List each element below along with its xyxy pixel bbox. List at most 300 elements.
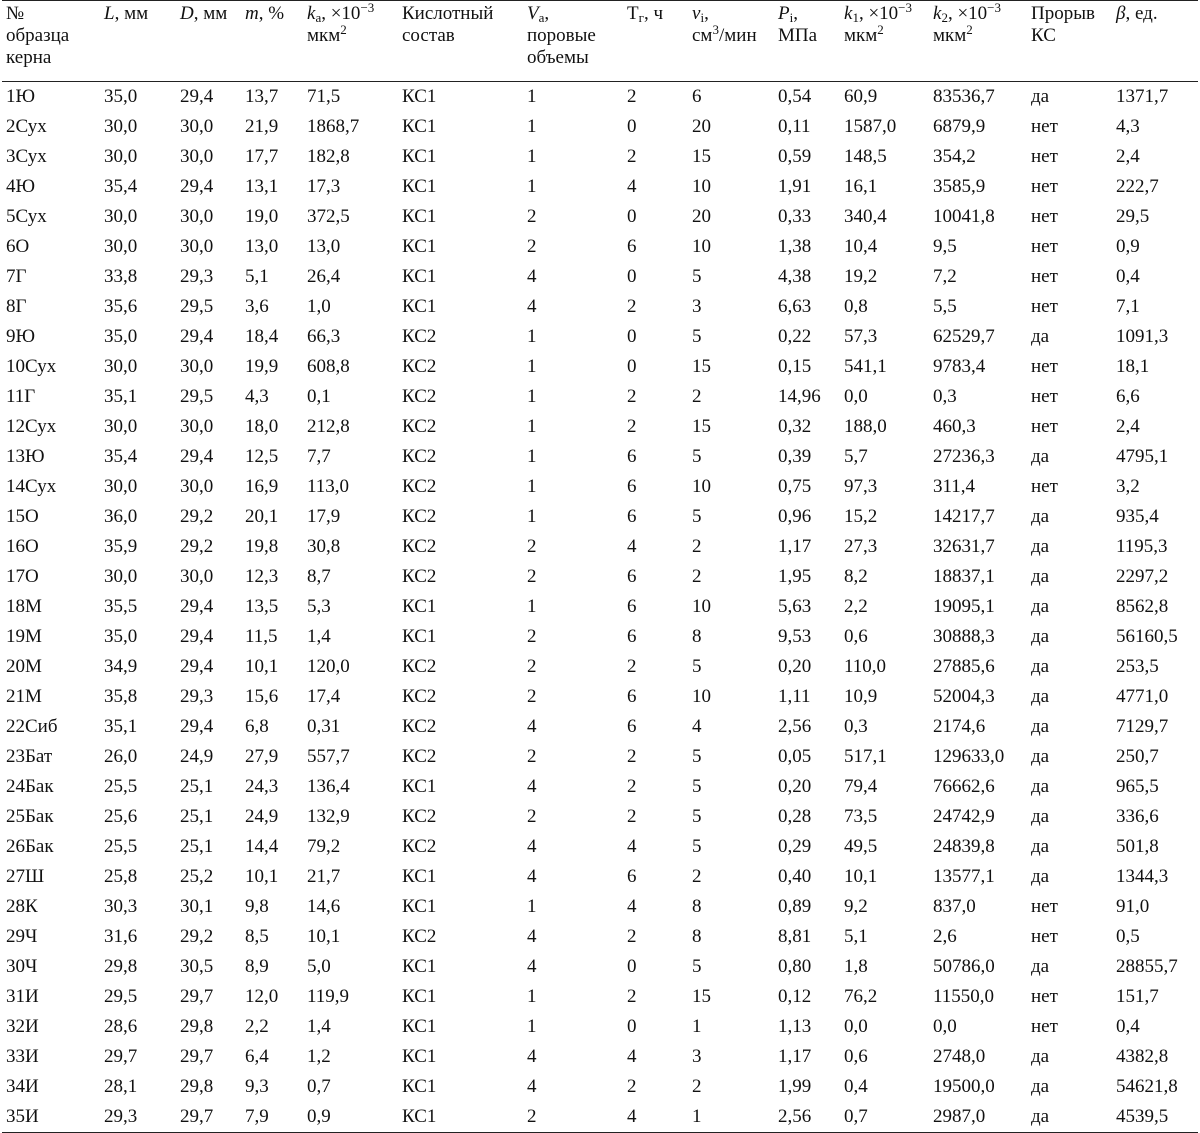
cell-porosity: 27,9: [245, 746, 279, 767]
cell-sample-id: 31И: [6, 986, 39, 1007]
cell-vi: 1: [692, 1106, 702, 1127]
cell-pi: 0,12: [778, 986, 812, 1007]
cell-sample-id: 17О: [6, 566, 39, 587]
table-row: [2, 142, 1198, 172]
cell-ka: 5,0: [307, 956, 331, 977]
cell-vi: 8: [692, 896, 702, 917]
cell-ka: 212,8: [307, 416, 350, 437]
cell-diameter: 29,4: [180, 626, 214, 647]
cell-pi: 0,40: [778, 866, 812, 887]
cell-sample-id: 10Сух: [6, 356, 57, 377]
cell-k1: 10,4: [844, 236, 878, 257]
cell-beta: 1091,3: [1116, 326, 1169, 347]
cell-sample-id: 16О: [6, 536, 39, 557]
cell-va: 2: [527, 656, 537, 677]
cell-va: 1: [527, 596, 537, 617]
cell-sample-id: 25Бак: [6, 806, 54, 827]
cell-tr: 2: [627, 986, 637, 1007]
cell-length: 33,8: [104, 266, 138, 287]
table-row: [2, 862, 1198, 892]
cell-ka: 119,9: [307, 986, 350, 1007]
cell-breakthrough: нет: [1031, 266, 1058, 287]
cell-pi: 0,54: [778, 86, 812, 107]
cell-k1: 27,3: [844, 536, 878, 557]
cell-pi: 1,95: [778, 566, 812, 587]
cell-length: 25,5: [104, 836, 138, 857]
cell-ka: 132,9: [307, 806, 350, 827]
table-row: [2, 262, 1198, 292]
cell-ka: 10,1: [307, 926, 341, 947]
core-samples-table: [2, 0, 1198, 1133]
cell-porosity: 13,1: [245, 176, 279, 197]
cell-tr: 6: [627, 716, 637, 737]
cell-k2: 2748,0: [933, 1046, 986, 1067]
cell-k2: 76662,6: [933, 776, 995, 797]
cell-k2: 83536,7: [933, 86, 995, 107]
cell-sample-id: 8Г: [6, 296, 27, 317]
cell-tr: 0: [627, 116, 637, 137]
cell-length: 34,9: [104, 656, 138, 677]
cell-acid-composition: КС2: [402, 506, 437, 527]
cell-tr: 6: [627, 236, 637, 257]
cell-tr: 2: [627, 656, 637, 677]
cell-beta: 336,6: [1116, 806, 1159, 827]
cell-tr: 4: [627, 896, 637, 917]
cell-beta: 18,1: [1116, 356, 1150, 377]
cell-k2: 460,3: [933, 416, 976, 437]
cell-acid-composition: КС1: [402, 116, 437, 137]
cell-va: 1: [527, 86, 537, 107]
header-k1: $k_1$, $\times 10^{-3}$ мкм$^2$: [844, 0, 912, 46]
cell-k1: 0,7: [844, 1106, 868, 1127]
cell-pi: 0,80: [778, 956, 812, 977]
cell-beta: 3,2: [1116, 476, 1140, 497]
cell-breakthrough: да: [1031, 536, 1050, 557]
cell-diameter: 29,2: [180, 536, 214, 557]
cell-length: 28,6: [104, 1016, 138, 1037]
cell-sample-id: 34И: [6, 1076, 39, 1097]
cell-porosity: 18,0: [245, 416, 279, 437]
cell-va: 2: [527, 746, 537, 767]
cell-breakthrough: да: [1031, 626, 1050, 647]
cell-tr: 6: [627, 506, 637, 527]
cell-acid-composition: КС1: [402, 236, 437, 257]
cell-ka: 1,0: [307, 296, 331, 317]
table-row: [2, 562, 1198, 592]
cell-acid-composition: КС2: [402, 536, 437, 557]
cell-tr: 2: [627, 146, 637, 167]
cell-beta: 4,3: [1116, 116, 1140, 137]
cell-k2: 0,3: [933, 386, 957, 407]
cell-k2: 3585,9: [933, 176, 986, 197]
cell-porosity: 19,8: [245, 536, 279, 557]
cell-diameter: 29,4: [180, 716, 214, 737]
cell-sample-id: 7Г: [6, 266, 27, 287]
cell-beta: 28855,7: [1116, 956, 1178, 977]
cell-sample-id: 29Ч: [6, 926, 38, 947]
cell-porosity: 9,3: [245, 1076, 269, 1097]
cell-pi: 1,17: [778, 1046, 812, 1067]
cell-beta: 222,7: [1116, 176, 1159, 197]
header-acid-composition: Кислотный состав: [402, 3, 494, 46]
cell-k2: 24742,9: [933, 806, 995, 827]
cell-k1: 19,2: [844, 266, 878, 287]
cell-sample-id: 26Бак: [6, 836, 54, 857]
cell-porosity: 21,9: [245, 116, 279, 137]
cell-va: 2: [527, 566, 537, 587]
cell-tr: 6: [627, 566, 637, 587]
cell-porosity: 4,3: [245, 386, 269, 407]
cell-pi: 1,17: [778, 536, 812, 557]
cell-k2: 13577,1: [933, 866, 995, 887]
table-row: [2, 202, 1198, 232]
cell-va: 4: [527, 836, 537, 857]
table-row: [2, 382, 1198, 412]
cell-k1: 1587,0: [844, 116, 897, 137]
cell-tr: 2: [627, 386, 637, 407]
cell-tr: 2: [627, 416, 637, 437]
cell-diameter: 29,2: [180, 506, 214, 527]
cell-vi: 20: [692, 206, 711, 227]
cell-beta: 4771,0: [1116, 686, 1169, 707]
cell-acid-composition: КС1: [402, 896, 437, 917]
cell-va: 1: [527, 986, 537, 1007]
cell-beta: 91,0: [1116, 896, 1150, 917]
cell-pi: 0,29: [778, 836, 812, 857]
cell-pi: 0,59: [778, 146, 812, 167]
cell-beta: 7,1: [1116, 296, 1140, 317]
cell-vi: 3: [692, 1046, 702, 1067]
cell-beta: 54621,8: [1116, 1076, 1178, 1097]
table-row: [2, 982, 1198, 1012]
cell-beta: 1195,3: [1116, 536, 1168, 557]
cell-length: 29,5: [104, 986, 138, 1007]
table-row: [2, 1012, 1198, 1042]
cell-acid-composition: КС1: [402, 866, 437, 887]
cell-ka: 1,2: [307, 1046, 331, 1067]
cell-acid-composition: КС2: [402, 566, 437, 587]
cell-k2: 354,2: [933, 146, 976, 167]
cell-acid-composition: КС2: [402, 356, 437, 377]
cell-va: 2: [527, 536, 537, 557]
cell-vi: 15: [692, 416, 711, 437]
cell-vi: 5: [692, 836, 702, 857]
cell-acid-composition: КС2: [402, 656, 437, 677]
cell-diameter: 30,0: [180, 566, 214, 587]
cell-acid-composition: КС2: [402, 326, 437, 347]
cell-porosity: 10,1: [245, 656, 279, 677]
cell-diameter: 29,2: [180, 926, 214, 947]
cell-length: 26,0: [104, 746, 138, 767]
cell-k1: 15,2: [844, 506, 878, 527]
cell-breakthrough: да: [1031, 326, 1050, 347]
cell-pi: 5,63: [778, 596, 812, 617]
cell-pi: 4,38: [778, 266, 812, 287]
cell-vi: 8: [692, 626, 702, 647]
cell-acid-composition: КС1: [402, 176, 437, 197]
cell-ka: 136,4: [307, 776, 350, 797]
table-row: [2, 622, 1198, 652]
cell-breakthrough: да: [1031, 566, 1050, 587]
cell-vi: 1: [692, 1016, 702, 1037]
cell-tr: 6: [627, 476, 637, 497]
cell-k1: 97,3: [844, 476, 878, 497]
cell-va: 1: [527, 506, 537, 527]
cell-acid-composition: КС1: [402, 1046, 437, 1067]
cell-va: 4: [527, 266, 537, 287]
cell-sample-id: 21М: [6, 686, 42, 707]
cell-diameter: 30,0: [180, 476, 214, 497]
cell-tr: 4: [627, 1106, 637, 1127]
cell-acid-composition: КС2: [402, 416, 437, 437]
cell-vi: 2: [692, 1076, 702, 1097]
cell-pi: 6,63: [778, 296, 812, 317]
cell-length: 30,0: [104, 476, 138, 497]
cell-beta: 2,4: [1116, 146, 1140, 167]
cell-k1: 340,4: [844, 206, 887, 227]
cell-breakthrough: да: [1031, 716, 1050, 737]
cell-length: 35,9: [104, 536, 138, 557]
cell-length: 35,0: [104, 626, 138, 647]
cell-beta: 1371,7: [1116, 86, 1169, 107]
cell-vi: 5: [692, 746, 702, 767]
table-row: [2, 172, 1198, 202]
cell-va: 4: [527, 1076, 537, 1097]
cell-k2: 24839,8: [933, 836, 995, 857]
cell-pi: 0,28: [778, 806, 812, 827]
cell-tr: 6: [627, 626, 637, 647]
cell-porosity: 6,4: [245, 1046, 269, 1067]
cell-breakthrough: да: [1031, 776, 1050, 797]
cell-k1: 110,0: [844, 656, 887, 677]
cell-pi: 8,81: [778, 926, 812, 947]
cell-diameter: 30,0: [180, 116, 214, 137]
cell-vi: 10: [692, 686, 711, 707]
cell-k1: 0,0: [844, 1016, 868, 1037]
cell-k1: 148,5: [844, 146, 887, 167]
cell-beta: 501,8: [1116, 836, 1159, 857]
table-row: [2, 352, 1198, 382]
cell-beta: 965,5: [1116, 776, 1159, 797]
cell-tr: 2: [627, 926, 637, 947]
cell-sample-id: 9Ю: [6, 326, 36, 347]
cell-breakthrough: да: [1031, 506, 1050, 527]
cell-breakthrough: нет: [1031, 116, 1058, 137]
cell-diameter: 30,0: [180, 416, 214, 437]
cell-k2: 7,2: [933, 266, 957, 287]
cell-porosity: 3,6: [245, 296, 269, 317]
table-row: [2, 1042, 1198, 1072]
cell-sample-id: 13Ю: [6, 446, 45, 467]
cell-diameter: 30,1: [180, 896, 214, 917]
cell-acid-composition: КС2: [402, 806, 437, 827]
cell-tr: 0: [627, 326, 637, 347]
cell-tr: 0: [627, 356, 637, 377]
cell-ka: 13,0: [307, 236, 341, 257]
cell-ka: 71,5: [307, 86, 341, 107]
cell-acid-composition: КС2: [402, 926, 437, 947]
cell-porosity: 11,5: [245, 626, 278, 647]
cell-ka: 79,2: [307, 836, 341, 857]
cell-tr: 6: [627, 686, 637, 707]
cell-pi: 2,56: [778, 716, 812, 737]
cell-porosity: 18,4: [245, 326, 279, 347]
cell-beta: 0,4: [1116, 266, 1140, 287]
cell-diameter: 30,0: [180, 356, 214, 377]
table-row: [2, 682, 1198, 712]
cell-breakthrough: нет: [1031, 926, 1058, 947]
cell-vi: 5: [692, 446, 702, 467]
cell-k2: 837,0: [933, 896, 976, 917]
table-row: [2, 922, 1198, 952]
cell-porosity: 5,1: [245, 266, 269, 287]
header-pi: $P_i$, МПа: [778, 3, 818, 46]
cell-acid-composition: КС2: [402, 716, 437, 737]
cell-k1: 73,5: [844, 806, 878, 827]
cell-length: 35,5: [104, 596, 138, 617]
cell-diameter: 30,5: [180, 956, 214, 977]
cell-acid-composition: КС1: [402, 1076, 437, 1097]
cell-ka: 0,7: [307, 1076, 331, 1097]
cell-breakthrough: да: [1031, 596, 1050, 617]
cell-va: 2: [527, 806, 537, 827]
cell-va: 1: [527, 116, 537, 137]
cell-sample-id: 4Ю: [6, 176, 36, 197]
header-vi: $v_i$, $см^3$/мин: [692, 3, 757, 46]
table-row: [2, 232, 1198, 262]
cell-sample-id: 11Г: [6, 386, 36, 407]
cell-vi: 10: [692, 176, 711, 197]
cell-beta: 253,5: [1116, 656, 1159, 677]
cell-sample-id: 18М: [6, 596, 42, 617]
cell-pi: 1,38: [778, 236, 812, 257]
cell-breakthrough: нет: [1031, 1016, 1058, 1037]
cell-ka: 1,4: [307, 626, 331, 647]
cell-porosity: 19,9: [245, 356, 279, 377]
cell-va: 2: [527, 626, 537, 647]
cell-vi: 4: [692, 716, 702, 737]
cell-k2: 52004,3: [933, 686, 995, 707]
table-row: [2, 292, 1198, 322]
cell-vi: 10: [692, 476, 711, 497]
cell-sample-id: 24Бак: [6, 776, 54, 797]
cell-breakthrough: нет: [1031, 416, 1058, 437]
cell-diameter: 29,8: [180, 1016, 214, 1037]
cell-k1: 2,2: [844, 596, 868, 617]
cell-diameter: 29,4: [180, 86, 214, 107]
cell-breakthrough: да: [1031, 446, 1050, 467]
header-ka: $k_a$, $\times 10^{-3}$ мкм$^2$: [307, 0, 375, 46]
cell-va: 1: [527, 386, 537, 407]
cell-sample-id: 22Сиб: [6, 716, 58, 737]
cell-k2: 10041,8: [933, 206, 995, 227]
cell-va: 1: [527, 896, 537, 917]
cell-vi: 5: [692, 266, 702, 287]
cell-length: 35,1: [104, 716, 138, 737]
cell-ka: 21,7: [307, 866, 341, 887]
cell-breakthrough: нет: [1031, 296, 1058, 317]
cell-k1: 5,7: [844, 446, 868, 467]
cell-k1: 0,8: [844, 296, 868, 317]
cell-breakthrough: нет: [1031, 356, 1058, 377]
cell-k2: 32631,7: [933, 536, 995, 557]
cell-porosity: 14,4: [245, 836, 279, 857]
cell-k2: 30888,3: [933, 626, 995, 647]
cell-beta: 1344,3: [1116, 866, 1169, 887]
cell-ka: 0,9: [307, 1106, 331, 1127]
cell-tr: 2: [627, 746, 637, 767]
cell-diameter: 25,1: [180, 776, 214, 797]
cell-beta: 0,5: [1116, 926, 1140, 947]
cell-pi: 9,53: [778, 626, 812, 647]
cell-k2: 129633,0: [933, 746, 1005, 767]
table-row: [2, 322, 1198, 352]
cell-va: 4: [527, 926, 537, 947]
cell-pi: 0,20: [778, 776, 812, 797]
cell-vi: 2: [692, 566, 702, 587]
cell-k1: 0,3: [844, 716, 868, 737]
cell-sample-id: 3Сух: [6, 146, 47, 167]
cell-va: 2: [527, 686, 537, 707]
cell-k2: 62529,7: [933, 326, 995, 347]
cell-vi: 5: [692, 806, 702, 827]
cell-ka: 557,7: [307, 746, 350, 767]
cell-ka: 120,0: [307, 656, 350, 677]
cell-tr: 4: [627, 176, 637, 197]
cell-acid-composition: КС1: [402, 86, 437, 107]
cell-diameter: 30,0: [180, 206, 214, 227]
cell-porosity: 8,9: [245, 956, 269, 977]
cell-k2: 2987,0: [933, 1106, 986, 1127]
cell-sample-id: 19М: [6, 626, 42, 647]
table-row: [2, 712, 1198, 742]
cell-beta: 0,9: [1116, 236, 1140, 257]
cell-acid-composition: КС1: [402, 206, 437, 227]
cell-k1: 10,1: [844, 866, 878, 887]
cell-vi: 2: [692, 386, 702, 407]
cell-k1: 16,1: [844, 176, 878, 197]
cell-k1: 79,4: [844, 776, 878, 797]
cell-sample-id: 35И: [6, 1106, 39, 1127]
cell-acid-composition: КС2: [402, 686, 437, 707]
table-row: [2, 952, 1198, 982]
cell-tr: 0: [627, 1016, 637, 1037]
cell-length: 35,4: [104, 446, 138, 467]
cell-ka: 30,8: [307, 536, 341, 557]
header-porosity: m, %: [245, 3, 285, 24]
cell-length: 25,6: [104, 806, 138, 827]
header-row: [2, 1, 1198, 82]
cell-acid-composition: КС1: [402, 956, 437, 977]
cell-vi: 2: [692, 866, 702, 887]
cell-k1: 0,6: [844, 1046, 868, 1067]
cell-breakthrough: да: [1031, 86, 1050, 107]
cell-vi: 10: [692, 236, 711, 257]
cell-ka: 1,4: [307, 1016, 331, 1037]
cell-va: 1: [527, 176, 537, 197]
cell-acid-composition: КС1: [402, 146, 437, 167]
cell-va: 1: [527, 476, 537, 497]
cell-tr: 2: [627, 806, 637, 827]
cell-breakthrough: нет: [1031, 986, 1058, 1007]
cell-vi: 5: [692, 326, 702, 347]
cell-va: 4: [527, 956, 537, 977]
cell-diameter: 29,7: [180, 1106, 214, 1127]
cell-pi: 0,20: [778, 656, 812, 677]
cell-ka: 66,3: [307, 326, 341, 347]
cell-k1: 57,3: [844, 326, 878, 347]
cell-sample-id: 27Ш: [6, 866, 45, 887]
